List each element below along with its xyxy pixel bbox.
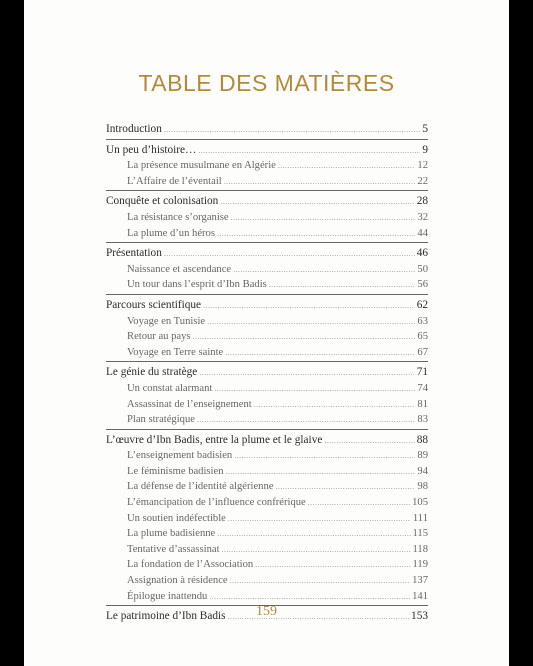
toc-chapter[interactable] — [106, 433, 428, 449]
dot-leader — [225, 345, 415, 361]
dot-leader — [230, 573, 410, 589]
toc-entry-label: Voyage en Terre sainte — [127, 346, 224, 358]
dot-leader — [228, 511, 411, 527]
toc-entry-label: La fondation de l’Association — [127, 559, 254, 571]
dot-leader — [203, 298, 415, 314]
toc-entry-page: 46 — [416, 247, 428, 260]
toc-entry-page: 88 — [416, 433, 428, 446]
dot-leader — [207, 314, 415, 330]
toc-entry-label: Tentative d’assassinat — [127, 543, 220, 555]
toc-title: TABLE DES MATIÈRES — [138, 70, 395, 96]
toc-entry-page: 118 — [412, 543, 428, 555]
toc-entry-label: Retour au pays — [127, 331, 191, 343]
page-number: 159 — [256, 604, 277, 619]
toc-entry-label: Assassinat de l’enseignement — [127, 398, 252, 410]
toc-entry-label: Parcours scientifique — [106, 298, 202, 311]
toc-subsection[interactable] — [106, 381, 428, 397]
toc-subsection[interactable] — [106, 329, 428, 345]
toc-chapter[interactable] — [106, 298, 428, 314]
toc-entry-page: 22 — [417, 175, 428, 187]
dot-leader — [164, 122, 420, 138]
dot-leader — [226, 464, 416, 480]
dot-leader — [275, 479, 415, 495]
toc-subsection[interactable] — [106, 464, 428, 480]
toc-subsection[interactable] — [106, 158, 428, 174]
dot-leader — [255, 557, 410, 573]
toc-entry-label: La plume d’un héros — [127, 227, 215, 239]
toc-entry-label: Un constat alarmant — [127, 382, 213, 394]
dot-leader — [224, 174, 416, 190]
toc-chapter[interactable] — [106, 365, 428, 381]
dot-leader — [222, 542, 411, 558]
toc-entry-page: 83 — [417, 414, 428, 426]
toc-entry-label: Le génie du stratège — [106, 366, 198, 379]
toc-entry-page: 153 — [411, 610, 428, 623]
toc-subsection[interactable] — [106, 573, 428, 589]
toc-subsection[interactable] — [106, 314, 428, 330]
toc-list — [106, 122, 428, 625]
section-divider — [106, 139, 428, 140]
toc-entry-label: La résistance s’organise — [127, 211, 229, 223]
toc-entry-label: Le patrimoine d’Ibn Badis — [106, 610, 226, 623]
dot-leader — [199, 365, 414, 381]
dot-leader — [269, 277, 416, 293]
dot-leader — [164, 246, 415, 262]
toc-chapter[interactable] — [106, 122, 428, 138]
toc-entry-page: 119 — [412, 559, 428, 571]
toc-entry-page: 50 — [417, 263, 428, 275]
toc-entry-label: Voyage en Tunisie — [127, 315, 206, 327]
section-divider — [106, 294, 428, 295]
toc-chapter[interactable] — [106, 246, 428, 262]
toc-entry-label: Introduction — [106, 123, 162, 135]
dot-leader — [209, 589, 410, 605]
dot-leader — [197, 412, 415, 428]
toc-subsection[interactable] — [106, 345, 428, 361]
toc-subsection[interactable] — [106, 210, 428, 226]
dot-leader — [193, 329, 416, 345]
dot-leader — [217, 526, 410, 542]
toc-entry-page: 32 — [417, 211, 428, 223]
toc-entry-page: 141 — [412, 590, 428, 602]
toc-subsection[interactable] — [106, 511, 428, 527]
section-divider — [106, 242, 428, 243]
toc-entry-page: 65 — [417, 331, 428, 343]
toc-entry-page: 56 — [417, 279, 428, 291]
toc-entry-page: 12 — [417, 160, 428, 172]
toc-entry-label: La présence musulmane en Algérie — [127, 160, 276, 172]
toc-entry-page: 111 — [412, 512, 428, 524]
dot-leader — [198, 143, 420, 159]
toc-entry-label: Un peu d’histoire… — [106, 143, 197, 156]
toc-subsection[interactable] — [106, 412, 428, 428]
toc-subsection[interactable] — [106, 262, 428, 278]
dot-leader — [324, 433, 414, 449]
toc-subsection[interactable] — [106, 495, 428, 511]
toc-entry-page: 81 — [417, 398, 428, 410]
toc-entry-page: 115 — [412, 528, 428, 540]
toc-subsection[interactable] — [106, 277, 428, 293]
toc-entry-label: Un soutien indéfectible — [127, 512, 226, 524]
toc-subsection[interactable] — [106, 526, 428, 542]
toc-entry-page: 105 — [412, 497, 428, 509]
dot-leader — [234, 448, 415, 464]
dot-leader — [308, 495, 410, 511]
toc-entry-label: L’œuvre d’Ibn Badis, entre la plume et le glaive — [106, 433, 323, 446]
toc-entry-page: 28 — [416, 195, 428, 208]
toc-entry-page: 63 — [417, 315, 428, 327]
toc-entry-label: Un tour dans l’esprit d’Ibn Badis — [127, 279, 267, 291]
toc-subsection[interactable] — [106, 174, 428, 190]
toc-entry-label: L’émancipation de l’influence confrérique — [127, 497, 306, 509]
toc-entry-page: 89 — [417, 450, 428, 462]
toc-subsection[interactable] — [106, 397, 428, 413]
toc-entry-label: Plan stratégique — [127, 414, 195, 426]
toc-entry-label: Naissance et ascendance — [127, 263, 232, 275]
toc-chapter[interactable] — [106, 143, 428, 159]
toc-entry-page: 67 — [417, 346, 428, 358]
toc-entry-page: 62 — [416, 298, 428, 311]
toc-entry-page: 137 — [412, 575, 428, 587]
toc-entry-page: 98 — [417, 481, 428, 493]
section-divider — [106, 429, 428, 430]
toc-entry-label: Le féminisme badisien — [127, 465, 224, 477]
toc-subsection[interactable] — [106, 479, 428, 495]
toc-entry-label: Épilogue inattendu — [127, 590, 208, 602]
toc-entry-label: L’enseignement badisien — [127, 450, 233, 462]
dot-leader — [278, 158, 416, 174]
toc-entry-page: 94 — [417, 465, 428, 477]
toc-entry-label: La défense de l’identité algérienne — [127, 481, 274, 493]
dot-leader — [220, 194, 414, 210]
dot-leader — [214, 381, 415, 397]
toc-chapter[interactable] — [106, 194, 428, 210]
toc-entry-page: 5 — [422, 123, 428, 135]
dot-leader — [231, 210, 416, 226]
toc-entry-page: 44 — [417, 227, 428, 239]
toc-entry-label: Assignation à résidence — [127, 575, 228, 587]
toc-subsection[interactable] — [106, 557, 428, 573]
toc-subsection[interactable] — [106, 226, 428, 242]
toc-entry-page: 9 — [422, 143, 428, 156]
toc-subsection[interactable] — [106, 542, 428, 558]
toc-subsection[interactable] — [106, 589, 428, 605]
section-divider — [106, 361, 428, 362]
dot-leader — [254, 397, 416, 413]
toc-entry-label: L’Affaire de l’éventail — [127, 175, 222, 187]
toc-entry-page: 71 — [416, 366, 428, 379]
toc-entry-label: Conquête et colonisation — [106, 195, 219, 208]
toc-entry-page: 74 — [417, 382, 428, 394]
toc-entry-label: La plume badisienne — [127, 528, 216, 540]
toc-entry-label: Présentation — [106, 247, 162, 260]
dot-leader — [233, 262, 415, 278]
book-page — [24, 0, 509, 666]
toc-subsection[interactable] — [106, 448, 428, 464]
dot-leader — [217, 226, 415, 242]
section-divider — [106, 190, 428, 191]
